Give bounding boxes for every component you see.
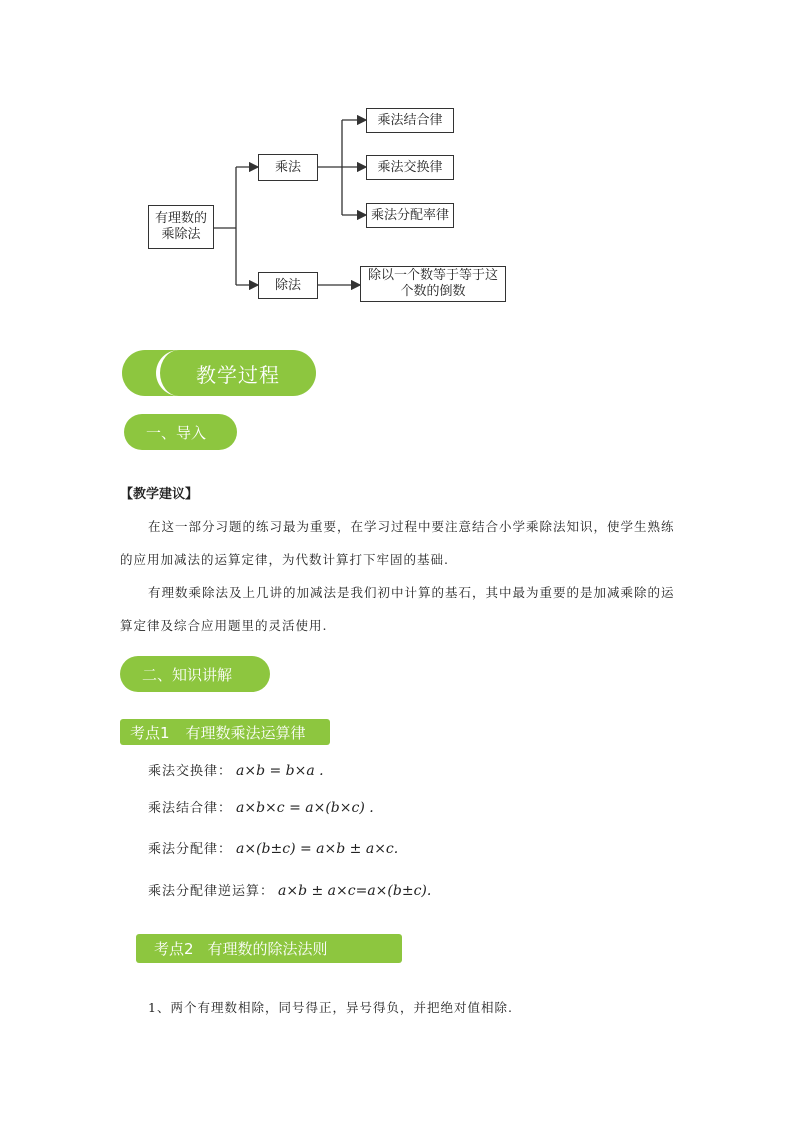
- mindmap-branch-divide: 除法: [258, 272, 318, 299]
- law-associative: [148, 797, 374, 816]
- law-commutative-formula: a×b = b×a .: [236, 763, 324, 779]
- mindmap-item-reciprocal: [360, 266, 506, 302]
- advice-paragraph-2: 有理数乘除法及上几讲的加减法是我们初中计算的基石，其中最为重要的是加减乘除的运算定律及综合应用题里的灵活使用.: [120, 585, 675, 633]
- mindmap-root: [148, 205, 214, 249]
- keypoint-2-title: 有理数的除法法则: [207, 940, 328, 958]
- division-rule-1: 1、两个有理数相除，同号得正，异号得负，并把绝对值相除.: [148, 1000, 513, 1015]
- mindmap-root-line2: 乘除法: [161, 227, 201, 242]
- law-associative-formula: a×b×c = a×(b×c) .: [236, 800, 374, 816]
- mindmap-root-line1: 有理数的: [154, 211, 207, 226]
- mindmap-item-commutative: 乘法交换律: [366, 155, 454, 180]
- law-distributive-name: 乘法分配律：: [148, 842, 233, 857]
- mindmap-item-associative: 乘法结合律: [366, 108, 454, 133]
- law-commutative: [148, 760, 324, 779]
- section-header-teaching-process: [122, 350, 316, 396]
- law-associative-name: 乘法结合律：: [148, 801, 233, 816]
- mindmap-item-distributive: 乘法分配率律: [366, 203, 454, 228]
- section-header-teaching-process-label: 教学过程: [156, 350, 316, 396]
- law-distributive-inverse-formula: a×b ± a×c=a×(b±c).: [278, 883, 432, 899]
- keypoint-2-label: 考点2: [154, 940, 194, 958]
- law-distributive-formula: a×(b±c) = a×b ± a×c.: [236, 841, 399, 857]
- law-distributive-inverse-name: 乘法分配律逆运算：: [148, 884, 275, 899]
- law-distributive-inverse: [148, 880, 431, 899]
- mindmap-item-reciprocal-line2: 个数的倒数: [400, 284, 466, 299]
- law-commutative-name: 乘法交换律：: [148, 764, 233, 779]
- law-distributive: [148, 838, 398, 857]
- keypoint-1-header: [120, 719, 330, 745]
- keypoint-2-header: [136, 934, 402, 963]
- keypoint-1-title: 有理数乘法运算律: [185, 723, 306, 742]
- section-header-intro: 一、导入: [124, 414, 237, 450]
- advice-paragraph-1: 在这一部分习题的练习最为重要，在学习过程中要注意结合小学乘除法知识，使学生熟练的应用加减法的运算定律，为代数计算打下牢固的基础.: [120, 519, 675, 567]
- mindmap-item-reciprocal-line1: 除以一个数等于等于这: [367, 268, 498, 283]
- keypoint-1-label: 考点1: [130, 723, 170, 742]
- advice-label: 【教学建议】: [120, 487, 199, 502]
- section-header-knowledge: 二、知识讲解: [120, 656, 270, 692]
- mindmap-branch-multiply: 乘法: [258, 154, 318, 181]
